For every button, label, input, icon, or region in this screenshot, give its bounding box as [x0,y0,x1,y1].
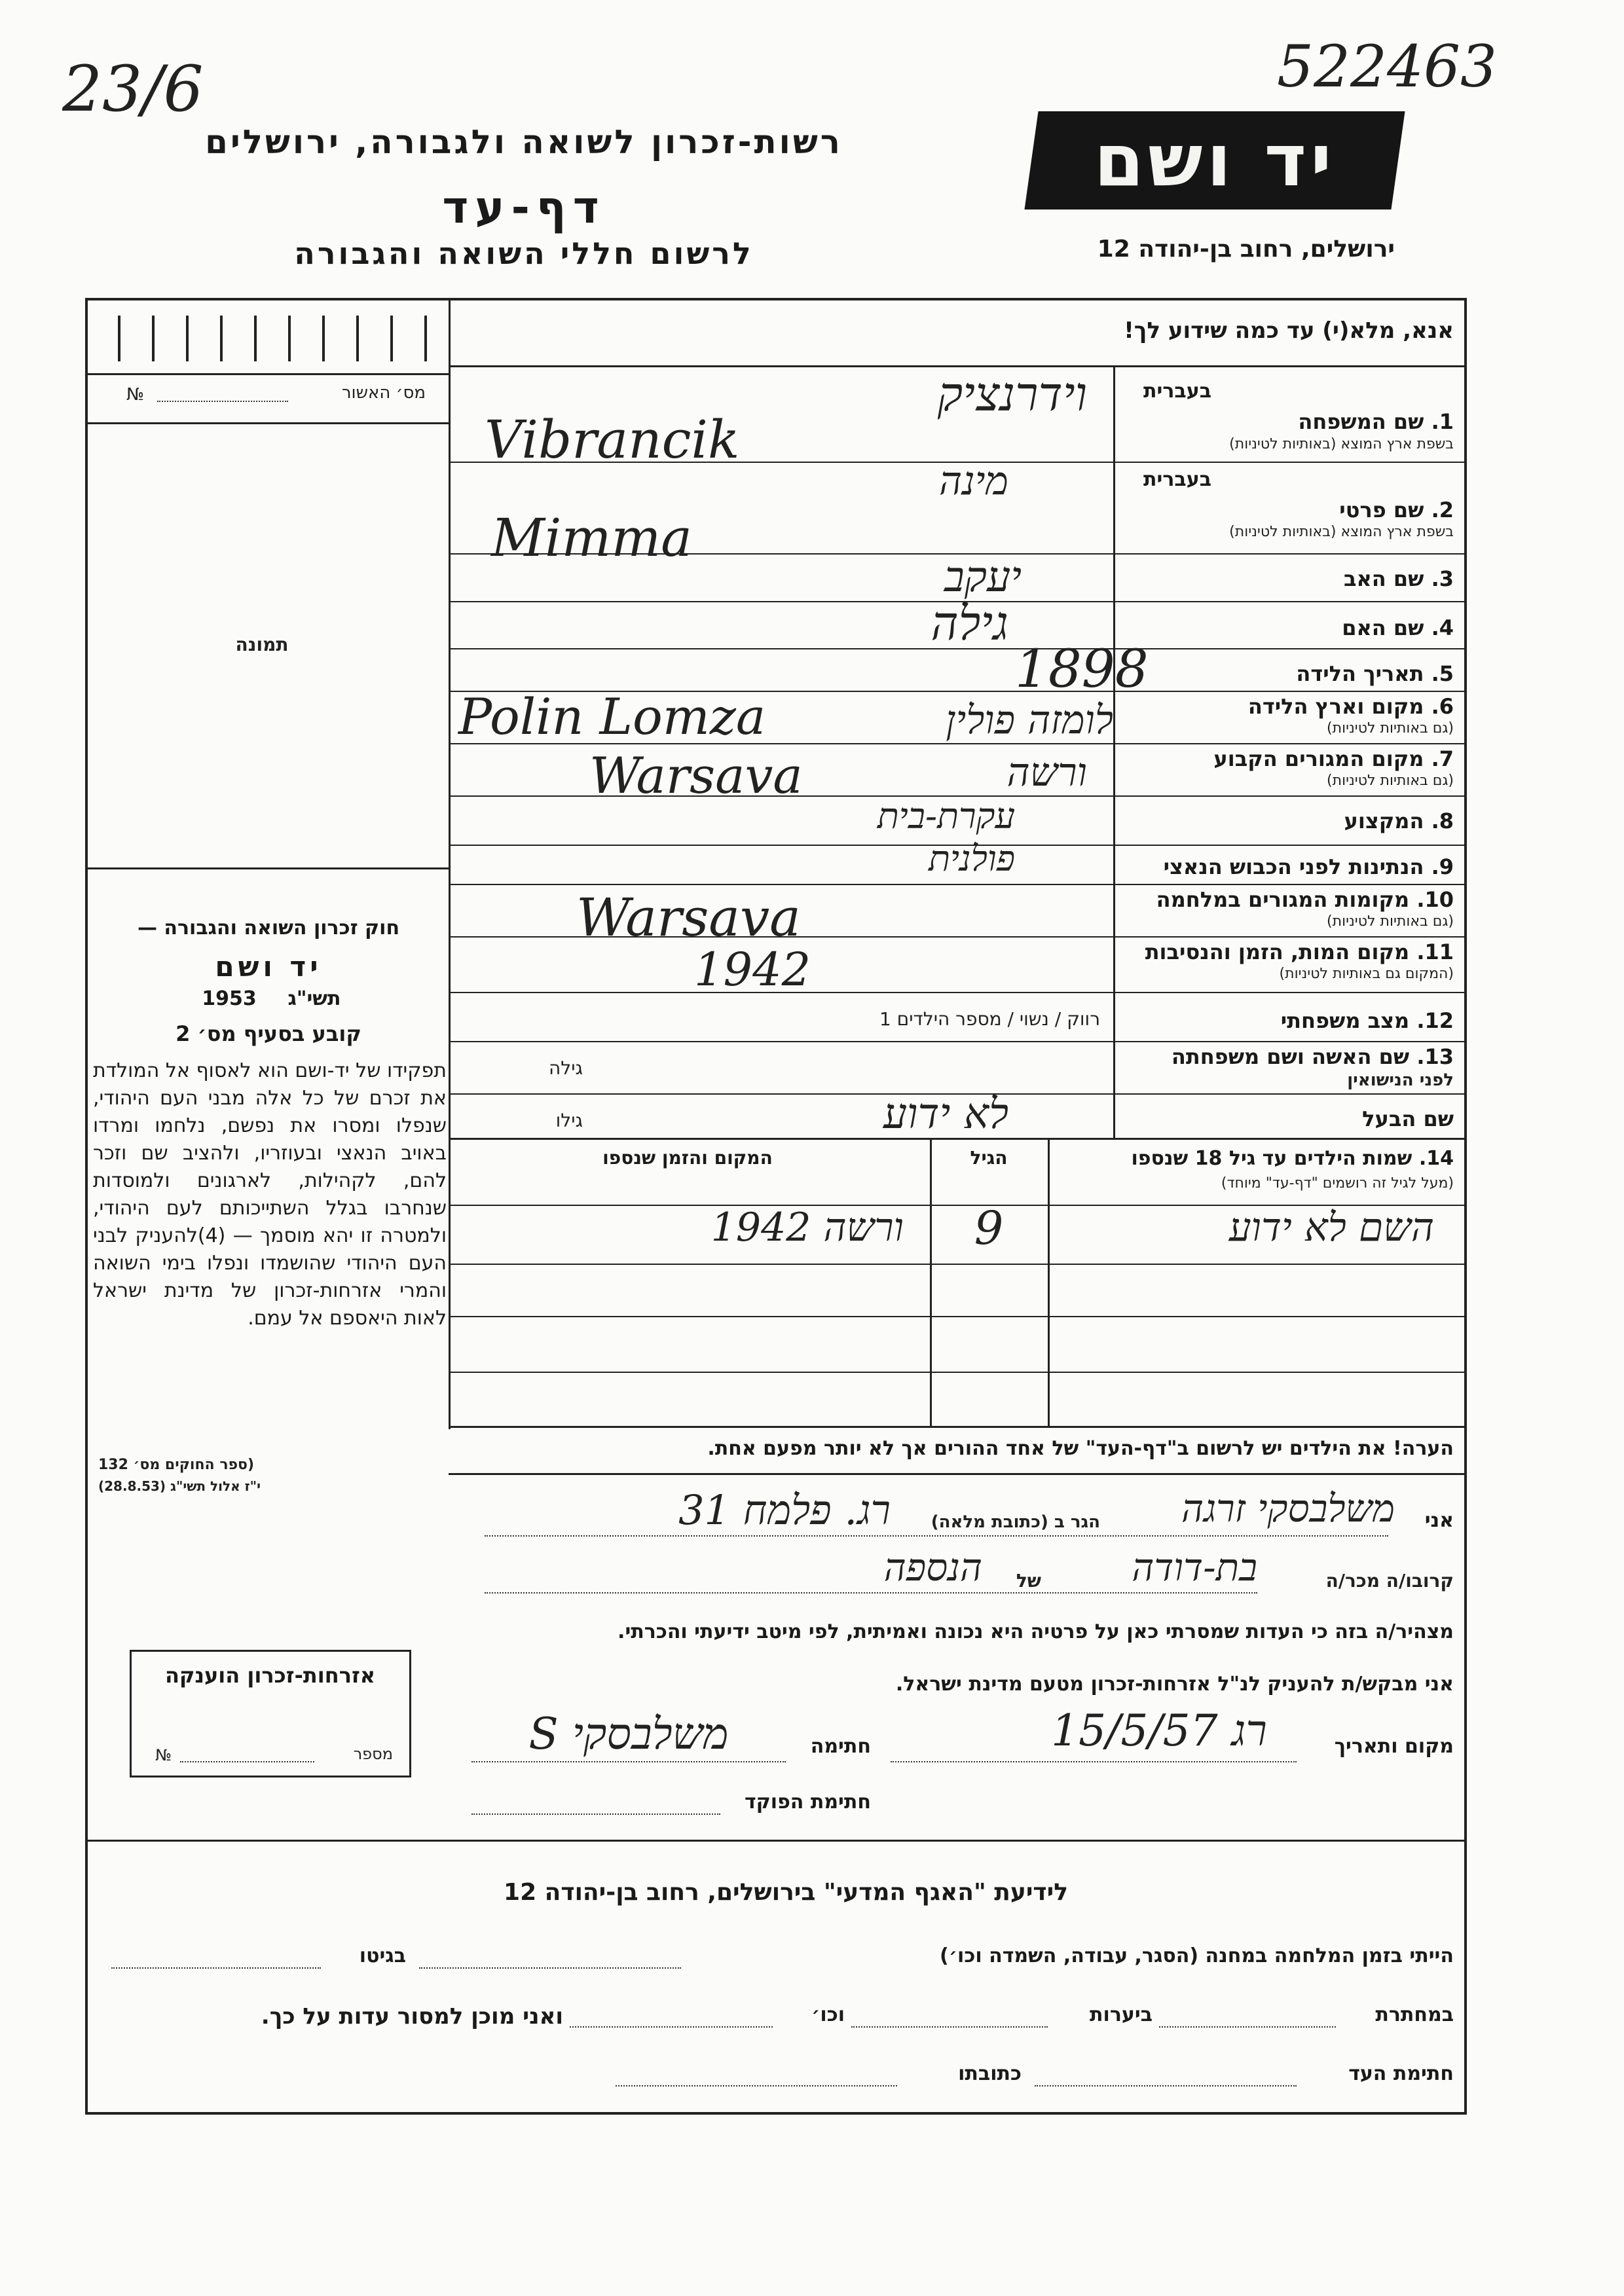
stamp-number-label: מספר [353,1745,393,1763]
sidebar-cert-top [85,373,449,375]
label-column-divider [1113,365,1115,1138]
relation-value[interactable]: בת-דודה [1132,1545,1257,1590]
field-13-text: שם האשה ושם משפחתה [1171,1044,1410,1069]
relation-label: קרובו/ה מכר/ה [1325,1570,1454,1592]
family-name-latin[interactable]: Vibrancik [485,409,740,470]
law-section: קובע בסעיף מס׳ 2 [175,1021,361,1046]
field-2-label [1120,498,1454,522]
field-4-label [1120,615,1454,640]
field-4-num: 4. [1431,615,1454,640]
sidebar-photo-bottom [85,867,449,869]
field-12-text: מצב משפחתי [1280,1008,1410,1033]
first-name-latin[interactable]: Mimma [491,507,692,568]
field-10-text: מקומות המגורים במלחמה [1156,887,1410,912]
law-year: 1953 [202,987,257,1010]
field-7-sub: (גם באותיות לטיניות) [1327,773,1454,789]
death-year[interactable]: 1942 [694,943,811,996]
header-address: ירושלים, רחוב בן-יהודה 12 [1097,236,1395,263]
corner-record-number: 522463 [1277,33,1497,100]
family-name-hebrew[interactable]: וידרנציק [937,367,1087,422]
field-6-label [1120,694,1454,719]
cert-barcode-ticks [118,316,432,361]
wife-age-label: גילה [548,1057,583,1079]
signature-label: חתימה [810,1735,871,1758]
law-year-he: תשי"ג [287,987,341,1010]
yad-vashem-logo [1024,111,1405,210]
field-1-sub: בשפת ארץ המוצא (באותיות לטיניות) [1229,436,1454,452]
husband-label: שם הבעל [1362,1106,1454,1131]
footer-underground: במחתרת [1375,2003,1454,2026]
birthplace-latin[interactable]: Polin Lomza [458,687,766,746]
field-4-text: שם האם [1342,615,1424,640]
first-name-hebrew[interactable]: מינה [939,458,1008,504]
field-6-sub: (גם באותיות לטיניות) [1327,720,1454,737]
statement-1: מצהיר/ה בזה כי העדות שמסרתי כאן על פרטיה היא נכונה ואמיתית, לפי מיטב ידיעתי והכרתי. [618,1620,1454,1643]
footer-ghetto: בגיטו [359,1944,406,1967]
resides-label: הגר ב (כתובת מלאה) [931,1512,1100,1532]
footer-camp-line: הייתי בזמן המלחמה במחנה (הסגר, עבודה, השמדה וכו׳) [940,1944,1454,1967]
photo-label: תמונה [235,634,289,655]
field-7-num: 7. [1431,746,1454,771]
field-11-text: מקום המות, הזמן והנסיבות [1145,939,1410,964]
field-10-label [1120,887,1454,912]
birthplace-hebrew[interactable]: לומזה פולין [946,697,1113,743]
law-name: יד ושם [215,951,322,983]
field-3-label [1120,566,1454,591]
law-source-1: (ספר החוקים מס׳ 132 [98,1457,255,1473]
field-2-num: 2. [1431,498,1454,522]
field-1-label [1120,409,1454,434]
declarant-address[interactable]: רג. פלמח 31 [678,1486,891,1534]
field-1-num: 1. [1431,409,1454,434]
field-1-hebrew-tag: בעברית [1143,380,1211,403]
nationality[interactable]: פולנית [928,838,1015,879]
field-12-num: 12. [1416,1008,1454,1033]
mother-name[interactable]: גילה [931,596,1008,651]
children-label-text: שמות הילדים עד גיל 18 שנספו [1131,1147,1412,1170]
field-11-label [1120,939,1454,964]
husband-age-label: גילו [555,1110,583,1131]
field-8-num: 8. [1431,809,1454,833]
field-11-sub: (המקום גם באותיות לטיניות) [1279,966,1454,982]
intro-text: אנא, מלא(י) עד כמה שידוע לך! [1124,318,1454,344]
note-text: הערה! את הילדים יש לרשום ב"דף-העד" של אחד ההורים אך לא יותר מפעם אחת. [707,1437,1454,1460]
footer-ready: ואני מוכן למסור עדות על כך. [261,2003,563,2030]
of-label: של [1016,1570,1041,1592]
footer-address-label: כתובתו [958,2062,1022,2085]
field-13-num: 13. [1416,1044,1454,1069]
field-8-label [1120,809,1454,833]
child-age[interactable]: 9 [974,1201,1004,1255]
form-subtitle: לרשום חללי השואה והגבורה [294,236,754,271]
children-age-header: הגיל [970,1147,1008,1169]
footer-title: לידיעת "האגף המדעי" בירושלים, רחוב בן-יהודה 12 [504,1879,1068,1906]
children-label [1054,1147,1454,1170]
wartime-residence[interactable]: Warsava [576,887,801,948]
field-8-text: המקצוע [1344,809,1424,833]
field-13-label [1120,1044,1454,1069]
declaration-ani: אני [1424,1509,1454,1532]
father-name[interactable]: יעקב [944,553,1022,602]
child-place[interactable]: ורשה 1942 [710,1205,904,1250]
authority-line: רשות-זכרון לשואה ולגבורה, ירושלים [205,123,843,161]
cert-no-label: מס׳ האשור [341,383,426,403]
field-12-label [1120,1008,1454,1033]
footer-forests: ביערות [1090,2003,1153,2026]
field-9-label [1120,854,1454,879]
place-date-value[interactable]: רג 15/5/57 [1051,1705,1267,1756]
residence-hebrew[interactable]: ורשה [1006,750,1087,795]
field-6-num: 6. [1431,694,1454,719]
birth-date[interactable]: 1898 [1015,638,1149,699]
law-text: תפקידו של יד-ושם הוא לאסוף אל המולדת את זכרם של כל אלה מבני העם היהודי, שנפלו ומסרו את נפשם, נלחמו ומרדו באויב הנאצי ובעוזריו, ולהציב שם וזכר להם, לקהילות, לארגונים ולמוסדות שנחרבו בגלל השתייכותם לעם היהודי, ולמטרה זו יהא מוסמך — (4)להעניק לבני העם היהודי שהושמדו ונפלו בימי השואה והמרי אזרחות-זכרון של מדינת ישראל לאות היאספם אל עמם. [93,1059,447,1330]
stamp-no-symbol: № [155,1746,172,1764]
footer-etc: וכו׳ [811,2003,845,2026]
cert-no-symbol: № [126,385,144,405]
field-3-text: שם האב [1343,566,1424,591]
field-5-text: תאריך הלידה [1296,661,1424,686]
children-num: 14. [1418,1147,1454,1170]
field-7-text: מקום המגורים הקבוע [1213,746,1424,771]
children-place-header: המקום והזמן שנספו [602,1147,773,1169]
field-2-text: שם פרטי [1339,498,1424,522]
field-9-text: הנתינות לפני הכבוש הנאצי [1163,854,1424,879]
field-13-sub: לפני הנישואין [1347,1070,1454,1090]
stamp-title: אזרחות-זכרון הוענקה [164,1663,376,1688]
logo-text: יד ושם [1094,118,1336,202]
children-sub: (מעל לגיל זה רושמים "דף-עד" מיוחד) [1221,1175,1454,1192]
occupation[interactable]: עקרת-בית [877,795,1015,837]
field-1-text: שם המשפחה [1298,409,1424,434]
signature-value[interactable]: S משלבסקי [528,1709,729,1759]
field-2-hebrew-tag: בעברית [1143,468,1211,491]
husband-name[interactable]: לא ידוע [883,1090,1008,1139]
field-2-sub: בשפת ארץ המוצא (באותיות לטיניות) [1229,524,1454,540]
field-9-num: 9. [1431,854,1454,879]
sidebar-divider [449,298,451,1429]
law-source-2: י"ז אלול תשי"ג (28.8.53) [98,1478,261,1494]
law-title: חוק זכרון השואה והגבורה — [137,917,400,939]
place-date-label: מקום ותאריך [1334,1735,1454,1758]
field-3-num: 3. [1431,566,1454,591]
sidebar-cert-bottom [85,422,449,424]
residence-latin[interactable]: Warsava [589,746,803,805]
child-name[interactable]: השם לא ידוע [1228,1205,1434,1250]
field-11-num: 11. [1416,939,1454,964]
field-10-num: 10. [1416,887,1454,912]
field-6-text: מקום וארץ הלידה [1247,694,1424,719]
field-7-label [1120,746,1454,771]
form-title: דף-עד [442,182,606,234]
declarant-name[interactable]: משלבסקי זרגה [1181,1486,1395,1531]
marital-status[interactable]: רווק / נשוי / מספר הילדים 1 [879,1008,1100,1030]
field-10-sub: (גם באותיות לטיניות) [1327,913,1454,930]
statement-2: אני מבקש/ת להעניק לנ"ל אזרחות-זכרון מטעם מדינת ישראל. [895,1673,1454,1696]
footer-witness-signature: חתימת העד [1348,2062,1454,2085]
corner-file-number: 23/6 [62,52,204,126]
officer-signature-label: חתימת הפוקד [745,1791,871,1813]
field-5-num: 5. [1431,661,1454,686]
of-value[interactable]: הנספה [883,1545,982,1590]
